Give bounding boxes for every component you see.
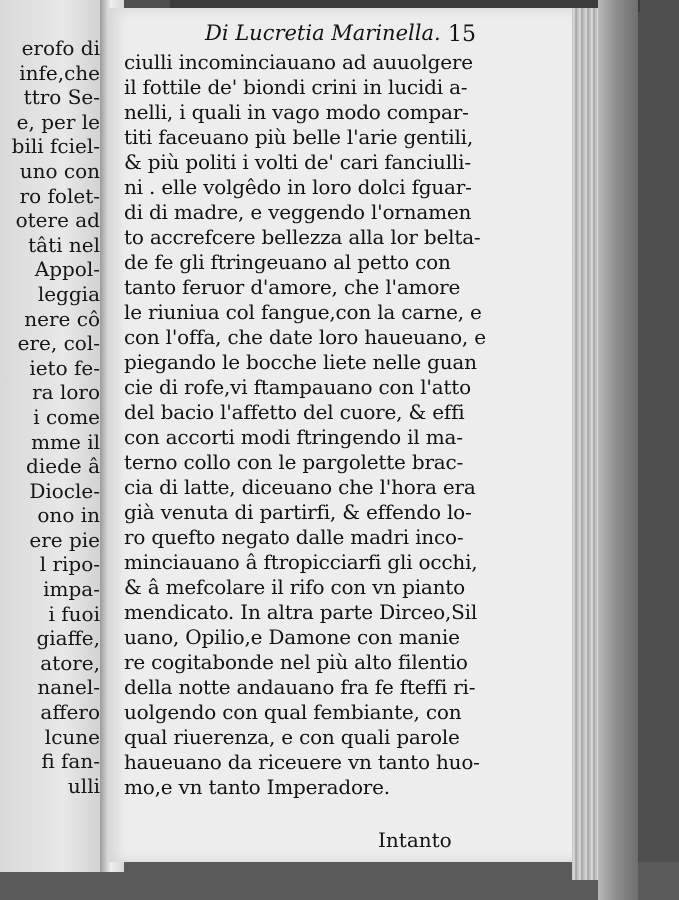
left-page-line: Appol- [34, 257, 100, 282]
body-text [124, 50, 486, 800]
text-line: ni . elle volgêdo in loro dolci fguar- [124, 175, 472, 199]
left-page-line: i come [33, 404, 100, 429]
text-line: con accorti modi ftringendo il ma- [124, 425, 463, 449]
book-cover [598, 0, 638, 900]
text-line: cie di rofe,vi ftampauano con l'atto [124, 375, 471, 399]
text-line: qual riuerenza, e con quali parole [124, 725, 460, 749]
left-page-line: ere pie [29, 527, 100, 552]
text-line: nelli, i quali in vago modo compar- [124, 100, 469, 124]
text-line: con l'offa, che date loro haueuano, e [124, 325, 486, 349]
text-line: & â mefcolare il rifo con vn pianto [124, 575, 465, 599]
left-page-line: infe,che [19, 60, 100, 85]
catchword: Intanto [378, 828, 452, 852]
left-page-line: uno con [19, 158, 100, 183]
left-page-line: affero [40, 700, 100, 725]
text-line: le riuniua col fangue,con la carne, e [124, 300, 482, 324]
left-page-line: atore, [40, 650, 100, 675]
left-page-line: ono in [37, 503, 100, 528]
text-line: to accrefcere bellezza alla lor belta- [124, 225, 481, 249]
left-page-text [0, 36, 100, 798]
left-page-line: erofo di [21, 36, 100, 60]
left-page-line: l ripo- [39, 552, 100, 577]
left-page-line: bili fciel- [11, 134, 100, 159]
page-number: 15 [448, 22, 476, 47]
left-page-line: nanel- [37, 675, 100, 700]
text-line: piegando le bocche liete nelle guan [124, 350, 477, 374]
running-head: Di Lucretia Marinella. [205, 21, 441, 45]
left-page-line: ttro Se- [23, 85, 100, 110]
left-page-line: ulli [67, 773, 100, 798]
text-line: di di madre, e veggendo l'ornamen [124, 200, 472, 224]
text-line: mo,e vn tanto Imperadore. [124, 775, 390, 799]
text-line: re cogitabonde nel più alto filentio [124, 650, 468, 674]
text-line: ro quefto negato dalle madri inco- [124, 525, 464, 549]
left-page-line: ieto fe- [29, 355, 100, 380]
text-line: ciulli incominciauano ad auuolgere [124, 50, 473, 74]
text-line: della notte andauano fra fe fteffi ri- [124, 675, 476, 699]
text-line: del bacio l'affetto del cuore, & effi [124, 400, 465, 424]
text-line: titi faceuano più belle l'arie gentili, [124, 125, 474, 149]
text-line: già venuta di partirfi, & effendo lo- [124, 500, 472, 524]
left-page-line: diede â [26, 454, 100, 479]
text-line: il fottile de' biondi crini in lucidi a- [124, 75, 468, 99]
left-page-line: giaffe, [36, 626, 100, 651]
text-line: de fe gli ftringeuano al petto con [124, 250, 451, 274]
left-page-line: mme il [31, 429, 100, 454]
text-line: minciauano â ftropicciarfi gli occhi, [124, 550, 478, 574]
left-page-line: impa- [43, 577, 100, 602]
text-line: mendicato. In altra parte Dirceo,Sil [124, 600, 478, 624]
left-page-line: i fuoi [48, 601, 100, 626]
text-line: & più politi i volti de' cari fanciulli- [124, 150, 471, 174]
text-line: uolgendo con qual fembiante, con [124, 700, 462, 724]
left-page-line: lcune [44, 724, 100, 749]
text-line: uano, Opilio,e Damone con manie [124, 625, 460, 649]
text-line: cia di latte, diceuano che l'hora era [124, 475, 476, 499]
left-page-line: ra loro [32, 380, 100, 405]
left-page-line: fi fan- [41, 749, 100, 774]
left-page [0, 0, 106, 872]
text-line: tanto feruor d'amore, che l'amore [124, 275, 461, 299]
left-page-line: ere, col- [17, 331, 100, 356]
page-edges [572, 8, 600, 880]
text-line: haueuano da riceuere vn tanto huo- [124, 750, 480, 774]
left-page-line: otere ad [15, 208, 100, 233]
left-page-line: tâti nel [28, 232, 100, 257]
left-page-line: e, per le [16, 109, 100, 134]
left-page-line: Diocle- [29, 478, 100, 503]
left-page-line: nere cô [24, 306, 100, 331]
text-line: terno collo con le pargolette brac- [124, 450, 464, 474]
left-page-line: ro folet- [19, 183, 100, 208]
left-page-line: leggia [37, 281, 100, 306]
